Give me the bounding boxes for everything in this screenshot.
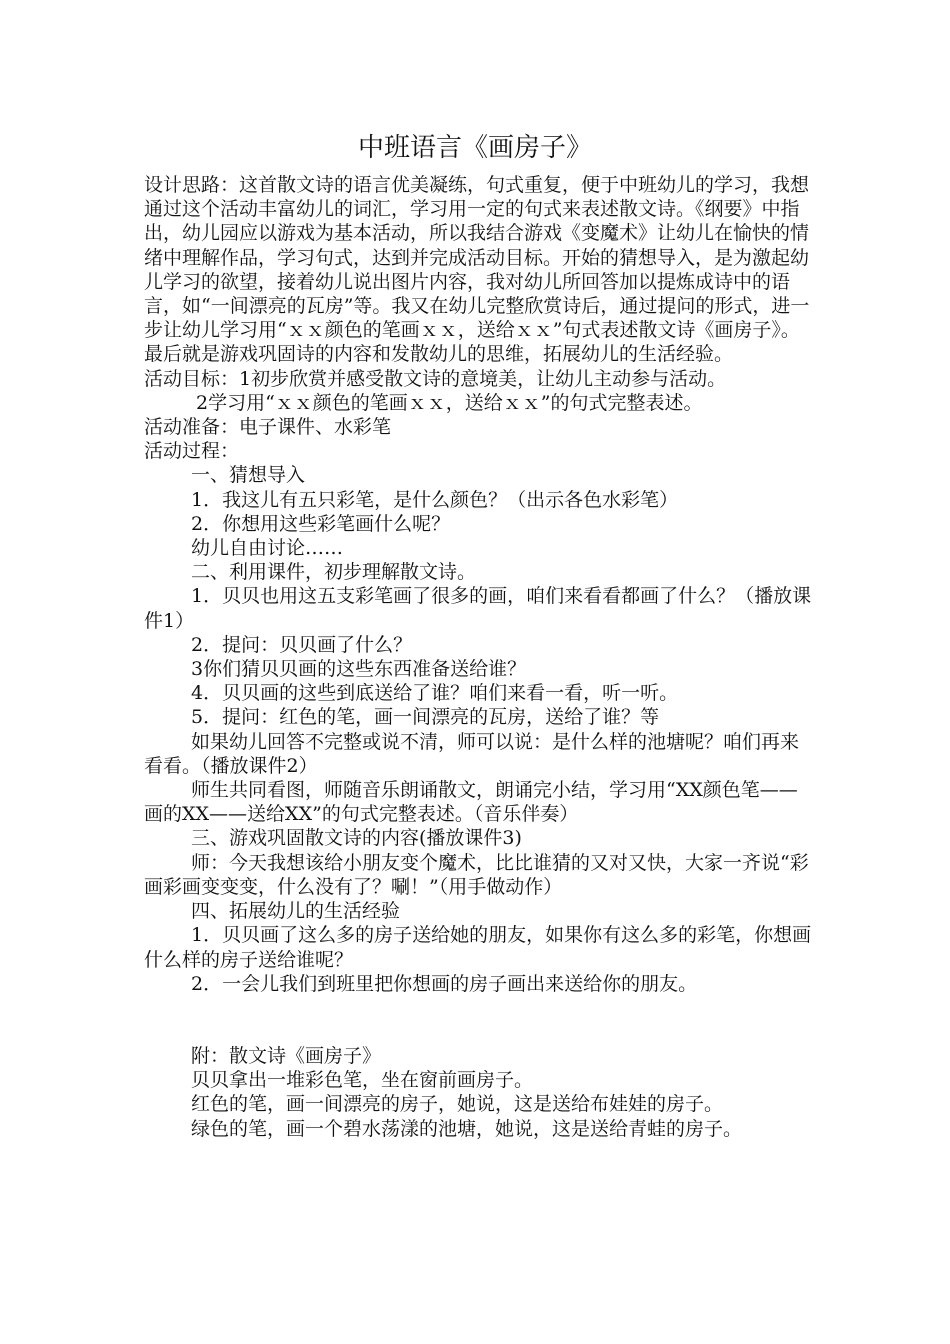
list-item: 3你们猜贝贝画的这些东西准备送给谁？ <box>191 658 527 681</box>
list-item: 1．贝贝也用这五支彩笔画了很多的画，咱们来看看都画了什么？（播放课件1） <box>144 585 812 632</box>
list-item: 4．贝贝画的这些到底送给了谁？咱们来看一看，听一听。 <box>191 682 679 705</box>
activity-preparation: 活动准备：电子课件、水彩笔 <box>144 416 392 439</box>
list-item: 如果幼儿回答不完整或说不清，师可以说：是什么样的池塘呢？咱们再来看看。（播放课件2） <box>144 730 800 777</box>
activity-goal-2: 2学习用“ｘｘ颜色的笔画ｘｘ，送给ｘｘ”的句式完整表述。 <box>196 391 703 414</box>
list-item: 2．一会儿我们到班里把你想画的房子画出来送给你的朋友。 <box>191 972 698 995</box>
poem-line: 贝贝拿出一堆彩色笔，坐在窗前画房子。 <box>191 1069 534 1092</box>
list-item: 2．提问：贝贝画了什么？ <box>191 633 413 656</box>
list-item: 师生共同看图，师随音乐朗诵散文，朗诵完小结，学习用“XX颜色笔——画的XX——送给XX”的句式完整表述。（音乐伴奏） <box>144 779 798 826</box>
list-item: 师：今天我想该给小朋友变个魔术，比比谁猜的又对又快，大家一齐说“彩画彩画变变变，什么没有了？唰！”（用手做动作） <box>144 851 809 898</box>
poem-line: 绿色的笔，画一个碧水荡漾的池塘，她说，这是送给青蛙的房子。 <box>191 1117 743 1140</box>
spacer <box>144 996 814 1044</box>
list-item: 5．提问：红色的笔，画一间漂亮的瓦房，送给了谁？等 <box>191 706 660 729</box>
list-item: 1．贝贝画了这么多的房子送给她的朋友，如果你有这么多的彩笔，你想画什么样的房子送给谁呢？ <box>144 924 812 971</box>
document-title: 中班语言《画房子》 <box>357 133 592 163</box>
design-rationale-paragraph: 设计思路：这首散文诗的语言优美凝练，句式重复，便于中班幼儿的学习，我想通过这个活动丰富幼儿的词汇，学习用一定的句式来表述散文诗。《纲要》中指出，幼儿园应以游戏为基本活动，所以我结合游戏《变魔术》让幼儿在愉快的情绪中理解作品，学习句式，达到并完成活动目标。开始的猜想导入，是为激起幼儿学习的欲望，接着幼儿说出图片内容，我对幼儿所回答加以提炼成诗中的语言，如“一间漂亮的瓦房”等。我又在幼儿完整欣赏诗后，通过提问的形式，进一步让幼儿学习用“ｘｘ颜色的笔画ｘｘ，送给ｘｘ”句式表述散文诗《画房子》。最后就是游戏巩固诗的内容和发散幼儿的思维，拓展幼儿的生活经验。 <box>144 174 810 366</box>
section-heading-4: 四、拓展幼儿的生活经验 <box>191 900 401 923</box>
activity-goal-1: 活动目标：1初步欣赏并感受散文诗的意境美，让幼儿主动参与活动。 <box>144 367 727 390</box>
document-body <box>144 173 814 1141</box>
activity-process-heading: 活动过程： <box>144 440 240 463</box>
list-item: 2．你想用这些彩笔画什么呢？ <box>191 512 451 535</box>
appendix-heading: 附：散文诗《画房子》 <box>191 1044 382 1067</box>
poem-line: 红色的笔，画一间漂亮的房子，她说，这是送给布娃娃的房子。 <box>191 1093 724 1116</box>
section-heading-3: 三、游戏巩固散文诗的内容(播放课件3) <box>191 827 522 850</box>
list-item: 幼儿自由讨论…… <box>191 537 344 560</box>
list-item: 1．我这儿有五只彩笔，是什么颜色？（出示各色水彩笔） <box>191 488 679 511</box>
section-heading-1: 一、猜想导入 <box>191 464 306 487</box>
section-heading-2: 二、利用课件，初步理解散文诗。 <box>191 561 477 584</box>
